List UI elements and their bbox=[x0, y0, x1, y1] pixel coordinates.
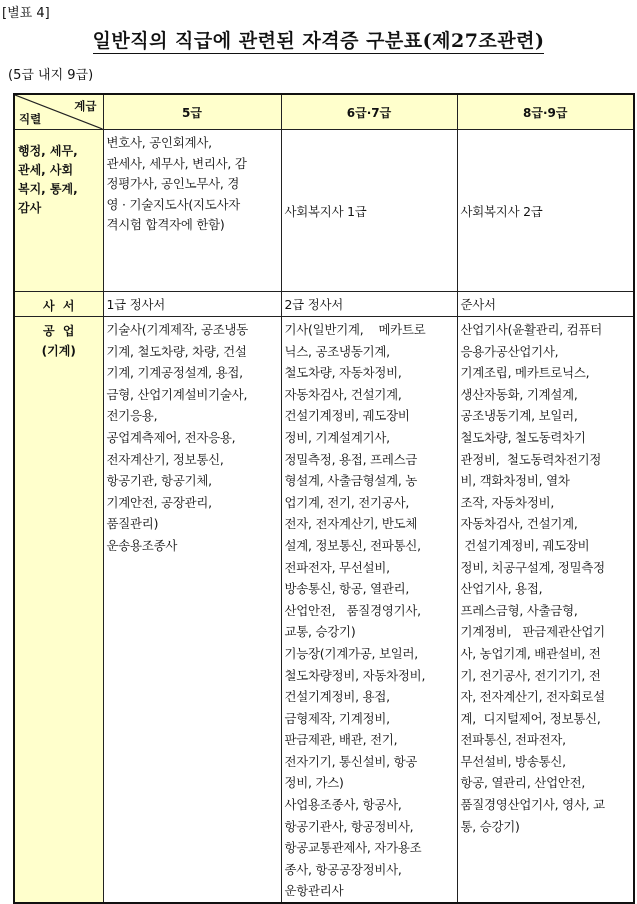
librarian-row-label: 사 서 bbox=[14, 292, 103, 317]
librarian-grade-6-7-cell: 2급 정사서 bbox=[281, 292, 457, 317]
industry-grade-8-9-cell: 산업기사(윤활관리, 컴퓨터 응용가공산업기사, 기계조립, 메카트로닉스, 생산자동화, 기계설계, 공조냉동기계, 보일러, 철도차량, 철도동력차기 관정비, 철도동력차전기정 비, 객화차정비, 열차 조작, 자동차정비, 자동차검사, 건설기계, 건설기계정비, 궤도장비 정비, 치공구설계, 정밀측정 산업기사, 용접, 프레스금형, 사출금형, 기계정비, 판금제관산업기 사, 농업기계, 배관설비, 전 기, 전기공사, 전기기기, 전 자, 전자계산기, 전자회로설 계, 디지털제어, 정보통신, 전파통신, 전파전자, 무선설비, 방송통신, 항공, 열관리, 산업안전, 품질경영산업기사, 영사, 교 통, 승강기) bbox=[457, 317, 634, 904]
admin-row-label: 행정, 세무, 관세, 사회 복지, 통계, 감사 bbox=[14, 130, 103, 292]
librarian-row bbox=[14, 292, 634, 317]
header-row bbox=[14, 94, 634, 130]
admin-grade-8-9-cell: 사회복지사 2급 bbox=[457, 130, 634, 292]
librarian-grade-8-9-cell: 준사서 bbox=[457, 292, 634, 317]
grade-label: 계급 bbox=[74, 99, 97, 113]
industry-row bbox=[14, 317, 634, 904]
appendix-tag: [별표 4] bbox=[2, 6, 50, 21]
admin-grade-6-7-cell: 사회복지사 1급 bbox=[281, 130, 457, 292]
industry-grade-5-cell: 기술사(기계제작, 공조냉동 기계, 철도차량, 차량, 건설 기계, 기계공정설계, 용접, 금형, 산업기계설비기술사, 전기응용, 공업계측제어, 전자응용, 전자계산기, 정보통신, 항공기관, 항공기체, 기계안전, 공장관리, 품질관리) 운송용조종사 bbox=[103, 317, 281, 904]
certificate-table bbox=[13, 93, 635, 904]
industry-grade-6-7-cell: 기사(일반기계, 메카트로 닉스, 공조냉동기계, 철도차량, 자동차정비, 자동차검사, 건설기계, 건설기계정비, 궤도장비 정비, 기계설계기사, 정밀측정, 용접, 프레스금 형설계, 사출금형설계, 농 업기계, 전기, 전기공사, 전자, 전자계산기, 반도체 설계, 정보통신, 전파통신, 전파전자, 무선설비, 방송통신, 항공, 열관리, 산업안전, 품질경영기사, 교통, 승강기) 기능장(기계가공, 보일러, 철도차량정비, 자동차정비, 건설기계정비, 용접, 금형제작, 기계정비, 판금제관, 배관, 전기, 전자기기, 통신설비, 항공 정비, 가스) 사업용조종사, 항공사, 항공기관사, 항공정비사, 항공교통관제사, 자가용조 종사, 항공공장정비사, 운항관리사 bbox=[281, 317, 457, 904]
header-grade-8-9: 8급·9급 bbox=[457, 94, 634, 130]
page-subtitle: (5급 내지 9급) bbox=[8, 68, 94, 83]
header-grade-6-7: 6급·7급 bbox=[281, 94, 457, 130]
industry-row-label: 공 업 (기계) bbox=[14, 317, 103, 904]
admin-grade-5-cell: 변호사, 공인회계사, 관세사, 세무사, 변리사, 감 정평가사, 공인노무사, 경 영 · 기술지도사(지도사자 격시험 합격자에 한함) bbox=[103, 130, 281, 292]
header-corner bbox=[14, 94, 103, 130]
header-grade-5: 5급 bbox=[103, 94, 281, 130]
page-title: 일반직의 직급에 관련된 자격증 구분표(제27조관련) bbox=[92, 30, 545, 52]
position-label: 직렬 bbox=[19, 112, 42, 126]
admin-row bbox=[14, 130, 634, 292]
librarian-grade-5-cell: 1급 정사서 bbox=[103, 292, 281, 317]
